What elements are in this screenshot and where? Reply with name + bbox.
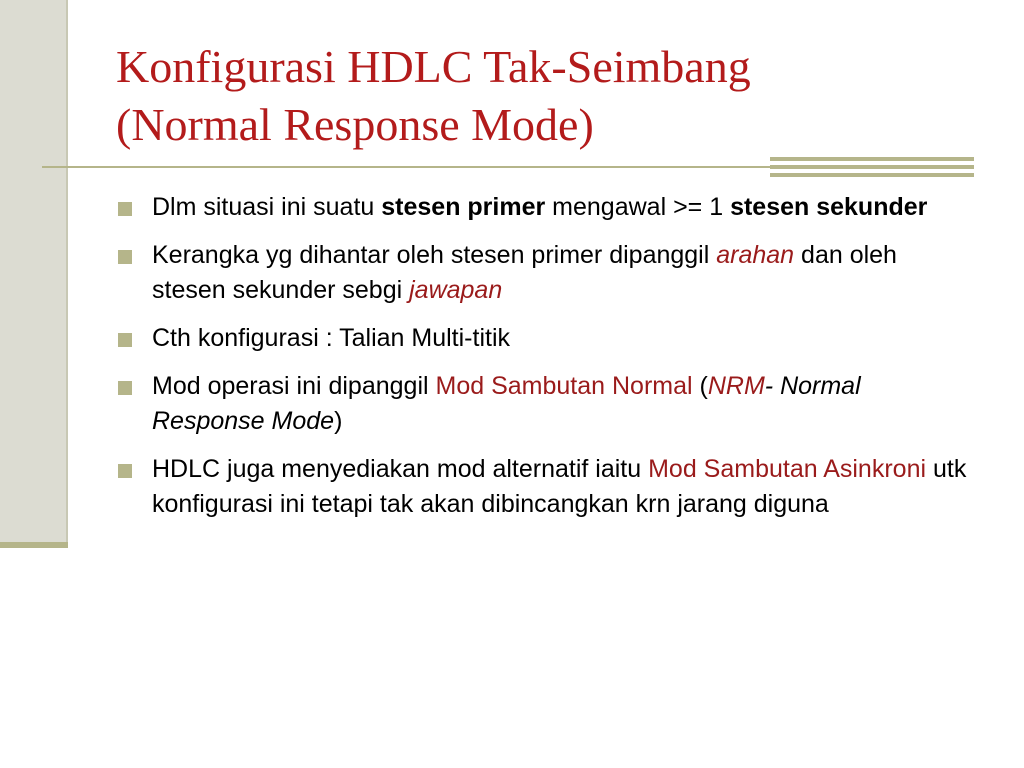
- left-bar-base-line: [0, 542, 68, 548]
- title-line-1: Konfigurasi HDLC Tak-Seimbang: [116, 41, 751, 92]
- square-bullet-icon: [118, 333, 132, 347]
- bullet-text-bold: stesen sekunder: [730, 193, 928, 221]
- slide-title: [116, 38, 996, 154]
- bullet-text: Mod operasi ini dipanggil: [152, 372, 436, 400]
- bullet-text-accent: Mod Sambutan Asinkroni: [648, 455, 927, 483]
- bullet-text: utk konfigurasi ini tetapi tak akan dibincangkan krn jarang diguna: [152, 455, 967, 518]
- bullet-text: HDLC juga menyediakan mod alternatif iaitu: [152, 455, 649, 483]
- bullet-text: (: [692, 372, 708, 400]
- bullet-list: [116, 190, 976, 535]
- bullet-text-accent: Mod Sambutan Normal: [435, 372, 693, 400]
- bullet-text: mengawal >= 1: [545, 193, 731, 221]
- accent-stripe: [770, 165, 974, 169]
- bullet-text: Kerangka yg dihantar oleh stesen primer dipanggil: [152, 241, 717, 269]
- square-bullet-icon: [118, 381, 132, 395]
- bullet-item: [116, 321, 976, 356]
- bullet-item: [116, 452, 976, 522]
- bullet-text: dan oleh stesen sekunder sebgi: [152, 241, 897, 304]
- square-bullet-icon: [118, 202, 132, 216]
- bullet-text-bold: stesen primer: [381, 193, 546, 221]
- left-decorative-bar: [0, 0, 68, 542]
- square-bullet-icon: [118, 464, 132, 478]
- bullet-text-italic-accent: NRM: [707, 372, 765, 400]
- bullet-text: Dlm situasi ini suatu: [152, 193, 382, 221]
- bullet-text-italic: - Normal Response Mode: [152, 372, 861, 435]
- square-bullet-icon: [118, 250, 132, 264]
- title-line-2: (Normal Response Mode): [116, 99, 594, 150]
- bullet-item: [116, 190, 976, 225]
- bullet-text: ): [334, 407, 343, 435]
- accent-stripe: [770, 173, 974, 177]
- bullet-item: [116, 369, 976, 439]
- title-divider-accent: [770, 157, 974, 177]
- bullet-text-italic-accent: jawapan: [409, 276, 503, 304]
- bullet-item: [116, 238, 976, 308]
- bullet-text: Cth konfigurasi : Talian Multi-titik: [152, 324, 511, 352]
- accent-stripe: [770, 157, 974, 161]
- bullet-text-italic-accent: arahan: [716, 241, 795, 269]
